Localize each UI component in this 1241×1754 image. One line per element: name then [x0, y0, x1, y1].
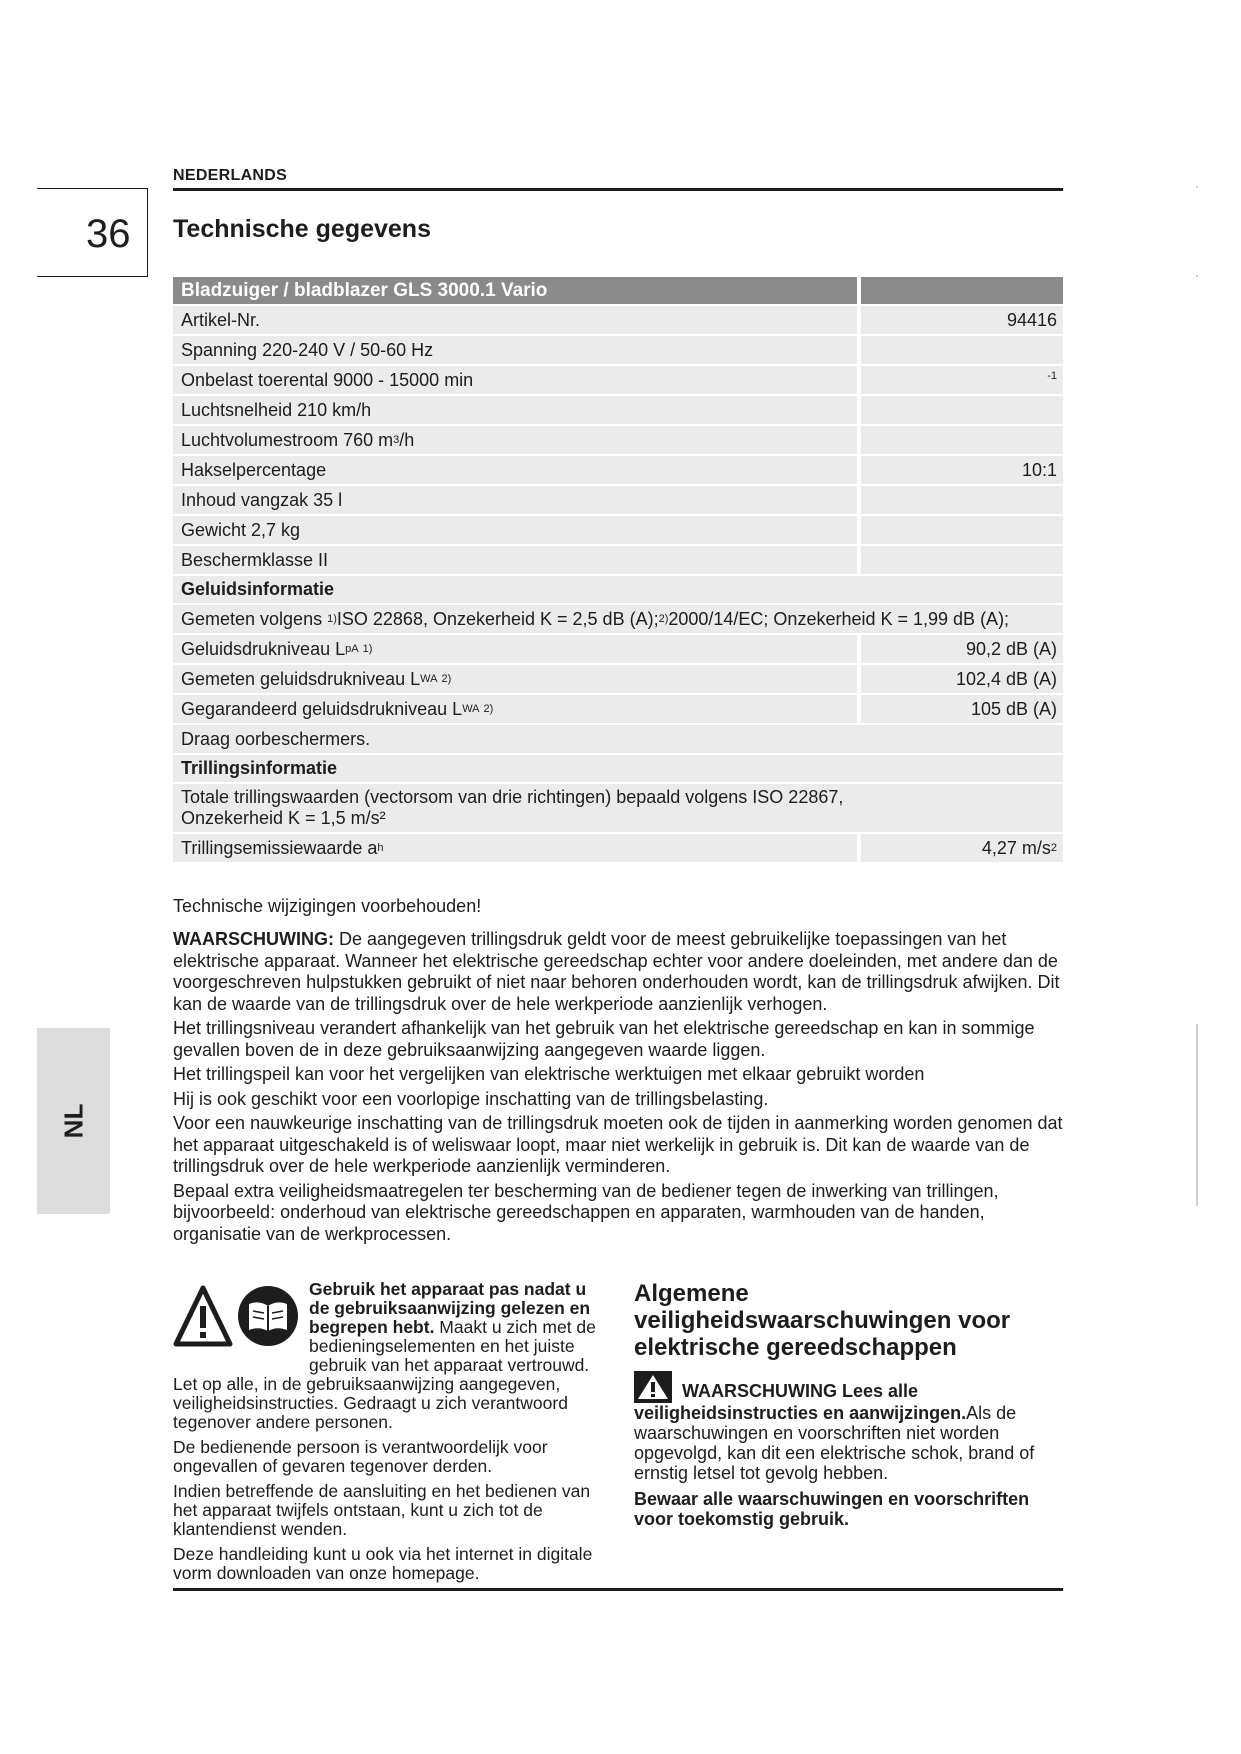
- warning-paragraph: Voor een nauwkeurige inschatting van de trillingsdruk moeten ook de tijden in aanmerking worden genomen dat het apparaat uitgeschakeld is of weliswaar loopt, maar niet werkelijk in gebruik is. Dit kan de waarde van de trillingsdruk over de hele werkperiode aanzienlijk verminderen.: [173, 1113, 1063, 1176]
- spec-value-empty: [861, 426, 1063, 454]
- manual-icons: [173, 1282, 301, 1352]
- spec-row-gewicht: [173, 516, 1063, 544]
- right-column: [634, 1280, 1064, 1535]
- spec-label: Gemeten geluidsdrukniveau L WA 2): [173, 665, 857, 693]
- spec-label: Geluidsdrukniveau L pA 1): [173, 635, 857, 663]
- intro-bold: Gebruik het apparaat pas nadat u de gebruiksaanwijzing gelezen en begrepen hebt.: [309, 1279, 591, 1337]
- left-paragraph: Deze handleiding kunt u ook via het internet in digitale vorm downloaden van onze homepage.: [173, 1544, 593, 1583]
- spec-label: Spanning 220-240 V / 50-60 Hz: [173, 336, 857, 364]
- warning-triangle-icon: [173, 1282, 301, 1352]
- warning-paragraph: Bepaal extra veiligheidsmaatregelen ter bescherming van de bediener tegen de inwerking van trillingen, bijvoorbeeld: onderhoud van elektrische gereedschappen en apparaten, warmhouden van de handen, organisatie van de werkprocessen.: [173, 1180, 999, 1244]
- spec-label-text: Trillingsemissiewaarde a: [181, 837, 378, 858]
- warning-paragraph: Hij is ook geschikt voor een voorlopige inschatting van de trillingsbelasting.: [173, 1088, 769, 1109]
- warning-icon: [634, 1371, 672, 1403]
- left-column: [173, 1280, 603, 1589]
- safety-heading: Algemene veiligheidswaarschuwingen voor elektrische gereedschappen: [634, 1280, 1011, 1361]
- spec-row-vibration-emission: [173, 834, 1063, 862]
- noise-text-b: ISO 22868, Onzekerheid K = 2,5 dB (A);: [336, 608, 659, 629]
- spec-label: Luchtsnelheid 210 km/h: [173, 396, 857, 424]
- spec-label: Onbelast toerental 9000 - 15000 min: [173, 366, 857, 394]
- spec-row-inhoud: [173, 486, 1063, 514]
- spec-row-noise-measured: [173, 605, 1063, 633]
- spec-row-beschermklasse: [173, 546, 1063, 574]
- noise-text-c: 2000/14/EC; Onzekerheid K = 1,99 dB (A);: [668, 608, 1010, 629]
- safety-warning: [634, 1371, 1064, 1403]
- vibration-heading: Trillingsinformatie: [173, 755, 1063, 782]
- intro-text: Maakt u zich met de bedieningselementen en het juiste gebruik van het apparaat vertrouwd. Let op alle, in de gebruiksaanwijzing aangegeven, veiligheidsinstructies. Gedraagt u zich verantwoord tegenover andere personen.: [173, 1317, 596, 1432]
- noise-measured-text: Gemeten volgens 1) ISO 22868, Onzekerheid K = 2,5 dB (A); 2) 2000/14/EC; Onzekerheid K = 1,99 dB (A);: [173, 605, 1063, 633]
- safety-warning-paragraph: [634, 1403, 1064, 1483]
- warning-label: WAARSCHUWING:: [173, 929, 334, 949]
- edge-mark: [1196, 275, 1198, 277]
- spec-label: Trillingsemissiewaarde a h: [173, 834, 857, 862]
- spec-value-empty: [861, 516, 1063, 544]
- warning-paragraph: [173, 929, 1063, 1015]
- edge-mark: [1196, 186, 1198, 188]
- spec-label-unit: /h: [399, 429, 415, 450]
- spec-row-toerental: [173, 366, 1063, 394]
- language-side-tab: [37, 1028, 110, 1214]
- header-language: NEDERLANDS: [173, 167, 288, 184]
- spec-row-artikel: [173, 306, 1063, 334]
- spec-row-geluidsdruk: [173, 635, 1063, 663]
- edge-mark: [1196, 1024, 1198, 1206]
- spec-row-vibration-heading: [173, 755, 1063, 782]
- header-rule: [173, 188, 1063, 191]
- spec-value: 102,4 dB (A): [861, 665, 1063, 693]
- spec-label-text: Gemeten geluidsdrukniveau L: [181, 668, 421, 689]
- spec-label-text: Luchtvolumestroom 760 m: [181, 429, 394, 450]
- spec-label: Luchtvolumestroom 760 m 3 /h: [173, 426, 857, 454]
- warning-text: De aangegeven trillingsdruk geldt voor de meest gebruikelijke toepassingen van het elektrische apparaat. Wanneer het elektrische gereedschap echter voor andere doeleinden, met andere dan de voorgeschreven hulpstukken gebruikt of niet naar behoren onderhouden wordt, kan de trillingsdruk afwijken. Dit kan de waarde van de trillingsdruk over de hele werkperiode aanzienlijk verhogen.: [173, 929, 1060, 1014]
- vibration-warning: [173, 929, 1063, 1248]
- spec-table-heading-row: [173, 277, 1063, 304]
- spec-table-heading: Bladzuiger / bladblazer GLS 3000.1 Vario: [173, 277, 857, 304]
- spec-value-text: 4,27 m/s: [981, 837, 1051, 858]
- vibration-total-text: [173, 784, 1063, 832]
- ear-protection-note: Draag oorbeschermers.: [173, 725, 1063, 753]
- spec-row-noise-heading: [173, 576, 1063, 603]
- spec-row-gemeten-geluidsdruk: [173, 665, 1063, 693]
- spec-value: 105 dB (A): [861, 695, 1063, 723]
- spec-label: Beschermklasse II: [173, 546, 857, 574]
- spec-row-gegarandeerd-geluidsdruk: [173, 695, 1063, 723]
- safety-warning-title: WAARSCHUWING Lees alle: [682, 1381, 919, 1401]
- warning-paragraph: Het trillingspeil kan voor het vergelijken van elektrische werktuigen met elkaar gebruikt worden: [173, 1064, 925, 1084]
- spec-value: 94416: [861, 306, 1063, 334]
- vibration-total-line1: Totale trillingswaarden (vectorsom van drie richtingen) bepaald volgens ISO 22867,: [181, 787, 844, 807]
- safety-warning-bold: veiligheidsinstructies en aanwijzingen.: [634, 1403, 967, 1423]
- safety-warning-text: Als de waarschuwingen en voorschriften niet worden opgevolgd, kan dit een elektrische schok, brand of ernstig letsel tot gevolg hebben.: [634, 1403, 1035, 1483]
- spec-label: Artikel-Nr.: [173, 306, 857, 334]
- spec-value: 90,2 dB (A): [861, 635, 1063, 663]
- vibration-total-line2: Onzekerheid K = 1,5 m/s²: [181, 808, 386, 828]
- spec-row-luchtvolume: [173, 426, 1063, 454]
- spec-value-empty: [861, 486, 1063, 514]
- spec-row-oorbeschermers: [173, 725, 1063, 753]
- spec-value: 4,27 m/s 2: [861, 834, 1063, 862]
- spec-value-empty: [861, 396, 1063, 424]
- read-manual-icon: [238, 1286, 298, 1346]
- page-title: Technische gegevens: [173, 215, 431, 243]
- left-paragraph: De bedienende persoon is verantwoordelijk voor ongevallen of gevaren tegenover derden.: [173, 1437, 548, 1476]
- spec-label: Gegarandeerd geluidsdrukniveau L WA 2): [173, 695, 857, 723]
- language-side-tab-label: NL: [58, 1103, 88, 1139]
- bottom-rule: [173, 1588, 1063, 1591]
- spec-row-luchtsnelheid: [173, 396, 1063, 424]
- keep-instructions: Bewaar alle waarschuwingen en voorschriften voor toekomstig gebruik.: [634, 1489, 1030, 1529]
- spec-label-text: Gegarandeerd geluidsdrukniveau L: [181, 698, 463, 719]
- spec-superscript: -1: [1047, 370, 1057, 382]
- warning-paragraph: Het trillingsniveau verandert afhankelijk van het gebruik van het elektrische gereedschap en kan in sommige gevallen boven de in deze gebruiksaanwijzing aangegeven waarde liggen.: [173, 1018, 1035, 1060]
- spec-label: Gewicht 2,7 kg: [173, 516, 857, 544]
- spec-row-spanning: [173, 336, 1063, 364]
- spec-row-hakselpercentage: [173, 456, 1063, 484]
- spec-row-vibration-total: [173, 784, 1063, 832]
- spec-value-empty: [861, 336, 1063, 364]
- noise-heading: Geluidsinformatie: [173, 576, 1063, 603]
- spec-table-heading-empty: [861, 277, 1063, 304]
- technical-changes-note: Technische wijzigingen voorbehouden!: [173, 896, 482, 916]
- spec-label-text: Geluidsdrukniveau L: [181, 638, 346, 659]
- noise-text-a: Gemeten volgens: [181, 608, 323, 629]
- left-paragraph: Indien betreffende de aansluiting en het bedienen van het apparaat twijfels ontstaan, kunt u zich tot de klantendienst wenden.: [173, 1481, 591, 1539]
- spec-value: [861, 366, 1063, 394]
- spec-table: [173, 277, 1063, 862]
- spec-label: Hakselpercentage: [173, 456, 857, 484]
- page-number: 36: [86, 212, 131, 256]
- spec-label: Inhoud vangzak 35 l: [173, 486, 857, 514]
- spec-value-empty: [861, 546, 1063, 574]
- spec-value: 10:1: [861, 456, 1063, 484]
